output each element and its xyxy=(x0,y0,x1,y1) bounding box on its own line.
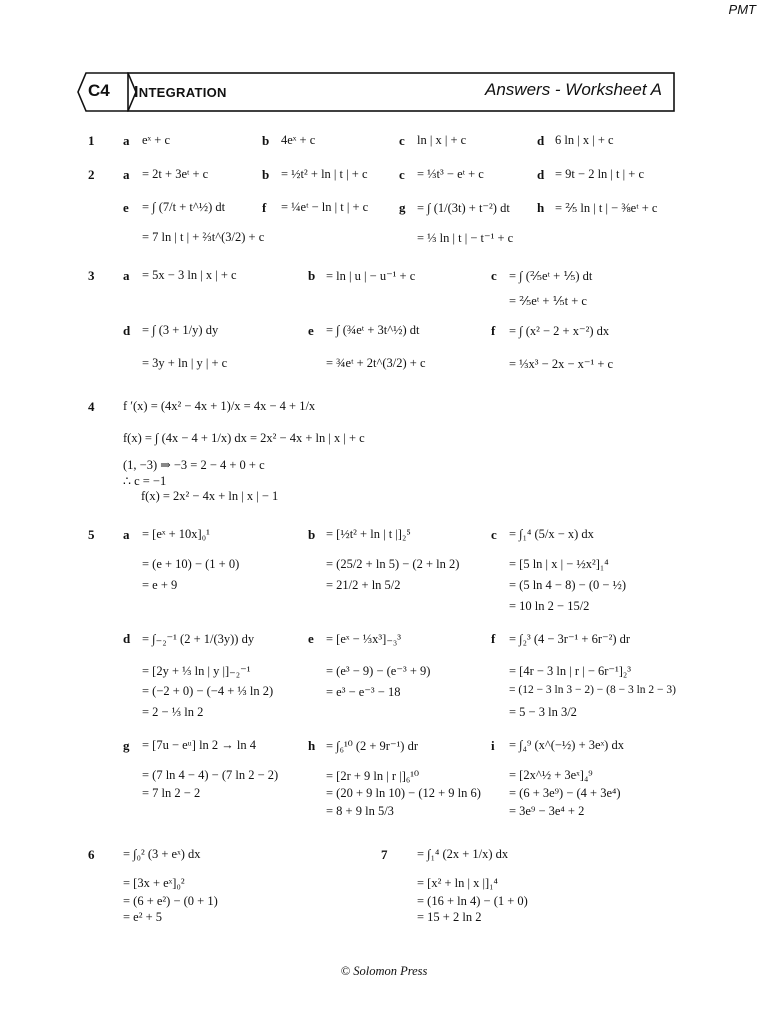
unit-title-initial: I xyxy=(134,84,139,101)
answer-line: = (20 + 9 ln 10) − (12 + 9 ln 6) xyxy=(326,786,481,800)
answer-line: = ⅓ ln | t | − t⁻¹ + c xyxy=(417,231,514,245)
question-number: 7 xyxy=(381,847,388,862)
part-label: c xyxy=(399,167,405,182)
part-label: g xyxy=(123,738,130,753)
answer-line: = ∫₆¹⁰ (2 + 9r⁻¹) dr xyxy=(326,739,419,753)
answer-line: = [eˣ − ⅓x³]₋₃³ xyxy=(326,632,402,646)
answer-line: = (6 + e²) − (0 + 1) xyxy=(123,894,218,908)
answer-line: = e² + 5 xyxy=(123,910,163,924)
unit-title-rest: NTEGRATION xyxy=(138,85,227,100)
answer-line: = [½t² + ln | t |]₂⁵ xyxy=(326,527,411,541)
answer-line: = [x² + ln | x |]₁⁴ xyxy=(417,876,498,890)
answer-line: (1, −3) ⇒ −3 = 2 − 4 + 0 + c xyxy=(123,458,265,472)
answer-line: = ∫ (¾eᵗ + 3t^½) dt xyxy=(326,323,420,337)
part-label: d xyxy=(537,133,545,148)
answer-line: = ∫ (x² − 2 + x⁻²) dx xyxy=(509,324,610,338)
answer-line: = (e + 10) − (1 + 0) xyxy=(142,557,240,571)
answer-line: = 21/2 + ln 5/2 xyxy=(326,578,401,592)
part-label: d xyxy=(123,323,131,338)
part-label: e xyxy=(308,631,314,646)
answer-line: = ∫₀² (3 + eˣ) dx xyxy=(123,847,201,861)
answer-line: = ln | u | − u⁻¹ + c xyxy=(326,269,416,283)
part-label: a xyxy=(123,527,130,542)
answer-line: = 7 ln 2 − 2 xyxy=(142,786,201,800)
answer-line: = 5 − 3 ln 3/2 xyxy=(509,705,577,719)
part-label: i xyxy=(491,738,495,753)
answer-line: = 7 ln | t | + ⅔t^(3/2) + c xyxy=(142,230,265,244)
answer-line: = 10 ln 2 − 15/2 xyxy=(509,599,590,613)
part-label: c xyxy=(491,268,497,283)
question-number: 2 xyxy=(88,167,95,182)
answer-line: = [4r − 3 ln | r | − 6r⁻¹]₂³ xyxy=(509,664,632,678)
answer-line: = ∫ (3 + 1/y) dy xyxy=(142,323,219,337)
part-label: c xyxy=(399,133,405,148)
part-label: h xyxy=(537,200,545,215)
answer-line: = ∫₋₂⁻¹ (2 + 1/(3y)) dy xyxy=(142,632,255,646)
answer-line: = [2x^½ + 3eˣ]₄⁹ xyxy=(509,768,593,782)
worksheet-subtitle: Answers - Worksheet A xyxy=(485,80,662,99)
answer-line: = (16 + ln 4) − (1 + 0) xyxy=(417,894,528,908)
answer-line: = ∫ (1/(3t) + t⁻²) dt xyxy=(417,201,510,215)
unit-title xyxy=(134,84,227,102)
part-label: f xyxy=(491,323,496,338)
part-label: a xyxy=(123,167,130,182)
answer-line: = [eˣ + 10x]₀¹ xyxy=(142,527,210,541)
part-label: h xyxy=(308,738,316,753)
answer-line: = ∫ (⅖eᵗ + ⅕) dt xyxy=(509,269,593,283)
answer-line: = (e³ − 9) − (e⁻³ + 9) xyxy=(326,664,431,678)
answer-line: f(x) = 2x² − 4x + ln | x | − 1 xyxy=(141,489,279,503)
answer-line: = ½t² + ln | t | + c xyxy=(281,167,368,181)
corner-tag: PMT xyxy=(728,2,756,17)
answer-line: = (−2 + 0) − (−4 + ⅓ ln 2) xyxy=(142,684,274,698)
answer-line: = 9t − 2 ln | t | + c xyxy=(555,167,644,181)
part-label: a xyxy=(123,133,130,148)
answer-line: = 2t + 3eᵗ + c xyxy=(142,167,209,181)
answer-line: = ∫₄⁹ (x^(−½) + 3eˣ) dx xyxy=(509,738,624,752)
answer-line: eˣ + c xyxy=(142,133,171,147)
unit-code: C4 xyxy=(88,81,110,100)
answer-line: = [2r + 9 ln | r |]₆¹⁰ xyxy=(326,769,419,783)
answer-line: ∴ c = −1 xyxy=(123,474,167,488)
answer-line: = ⅓x³ − 2x − x⁻¹ + c xyxy=(509,357,614,371)
answer-line: = ∫₂³ (4 − 3r⁻¹ + 6r⁻²) dr xyxy=(509,632,631,646)
answer-line: = [5 ln | x | − ½x²]₁⁴ xyxy=(509,557,609,571)
answer-line: = ∫₁⁴ (5/x − x) dx xyxy=(509,527,594,541)
question-number: 6 xyxy=(88,847,95,862)
answer-line: = [7u − eᵘ] ln 2 → ln 4 xyxy=(142,738,257,752)
answer-line: = 5x − 3 ln | x | + c xyxy=(142,268,237,282)
part-label: b xyxy=(262,133,270,148)
answer-line: = 3e⁹ − 3e⁴ + 2 xyxy=(509,804,585,818)
answer-line: = (12 − 3 ln 3 − 2) − (8 − 3 ln 2 − 3) xyxy=(509,684,676,696)
question-number: 5 xyxy=(88,527,95,542)
answer-line: = ⅖ ln | t | − ⅜eᵗ + c xyxy=(555,201,658,215)
part-label: g xyxy=(399,200,406,215)
answer-line: = (25/2 + ln 5) − (2 + ln 2) xyxy=(326,557,460,571)
answer-line: ln | x | + c xyxy=(417,133,467,147)
copyright-footer: © Solomon Press xyxy=(340,964,428,978)
answer-line: f(x) = ∫ (4x − 4 + 1/x) dx = 2x² − 4x + ln | x | + c xyxy=(123,431,365,445)
part-label: b xyxy=(262,167,270,182)
part-label: f xyxy=(262,200,267,215)
part-label: e xyxy=(123,200,129,215)
part-label: d xyxy=(537,167,545,182)
answer-line: 4eˣ + c xyxy=(281,133,316,147)
answer-line: = 3y + ln | y | + c xyxy=(142,356,228,370)
answer-line: = ⅖eᵗ + ⅕t + c xyxy=(509,294,587,308)
answer-line: = 15 + 2 ln 2 xyxy=(417,910,482,924)
part-label: c xyxy=(491,527,497,542)
answer-line: 6 ln | x | + c xyxy=(555,133,614,147)
answer-line: = 2 − ⅓ ln 2 xyxy=(142,705,204,719)
answer-line: = ¼eᵗ − ln | t | + c xyxy=(281,200,369,214)
question-number: 1 xyxy=(88,133,95,148)
answer-line: = e + 9 xyxy=(142,578,178,592)
part-label: b xyxy=(308,527,316,542)
part-label: d xyxy=(123,631,131,646)
answer-line: = [3x + eˣ]₀² xyxy=(123,876,185,890)
question-number: 3 xyxy=(88,268,95,283)
answer-line: = ∫ (7/t + t^½) dt xyxy=(142,200,226,214)
answer-line: f ′(x) = (4x² − 4x + 1)/x = 4x − 4 + 1/x xyxy=(123,399,316,413)
answer-line: = (5 ln 4 − 8) − (0 − ½) xyxy=(509,578,627,592)
question-number: 4 xyxy=(88,399,95,414)
answer-line: = ∫₁⁴ (2x + 1/x) dx xyxy=(417,847,509,861)
answer-line: = (6 + 3e⁹) − (4 + 3e⁴) xyxy=(509,786,621,800)
part-label: a xyxy=(123,268,130,283)
answer-line: = e³ − e⁻³ − 18 xyxy=(326,685,401,699)
answer-line: = ¾eᵗ + 2t^(3/2) + c xyxy=(326,356,426,370)
part-label: f xyxy=(491,631,496,646)
part-label: e xyxy=(308,323,314,338)
worksheet-header xyxy=(76,72,676,112)
answer-line: = (7 ln 4 − 4) − (7 ln 2 − 2) xyxy=(142,768,279,782)
answer-line: = ⅓t³ − eᵗ + c xyxy=(417,167,484,181)
answer-line: = [2y + ⅓ ln | y |]₋₂⁻¹ xyxy=(142,664,251,678)
answer-line: = 8 + 9 ln 5/3 xyxy=(326,804,394,818)
part-label: b xyxy=(308,268,316,283)
